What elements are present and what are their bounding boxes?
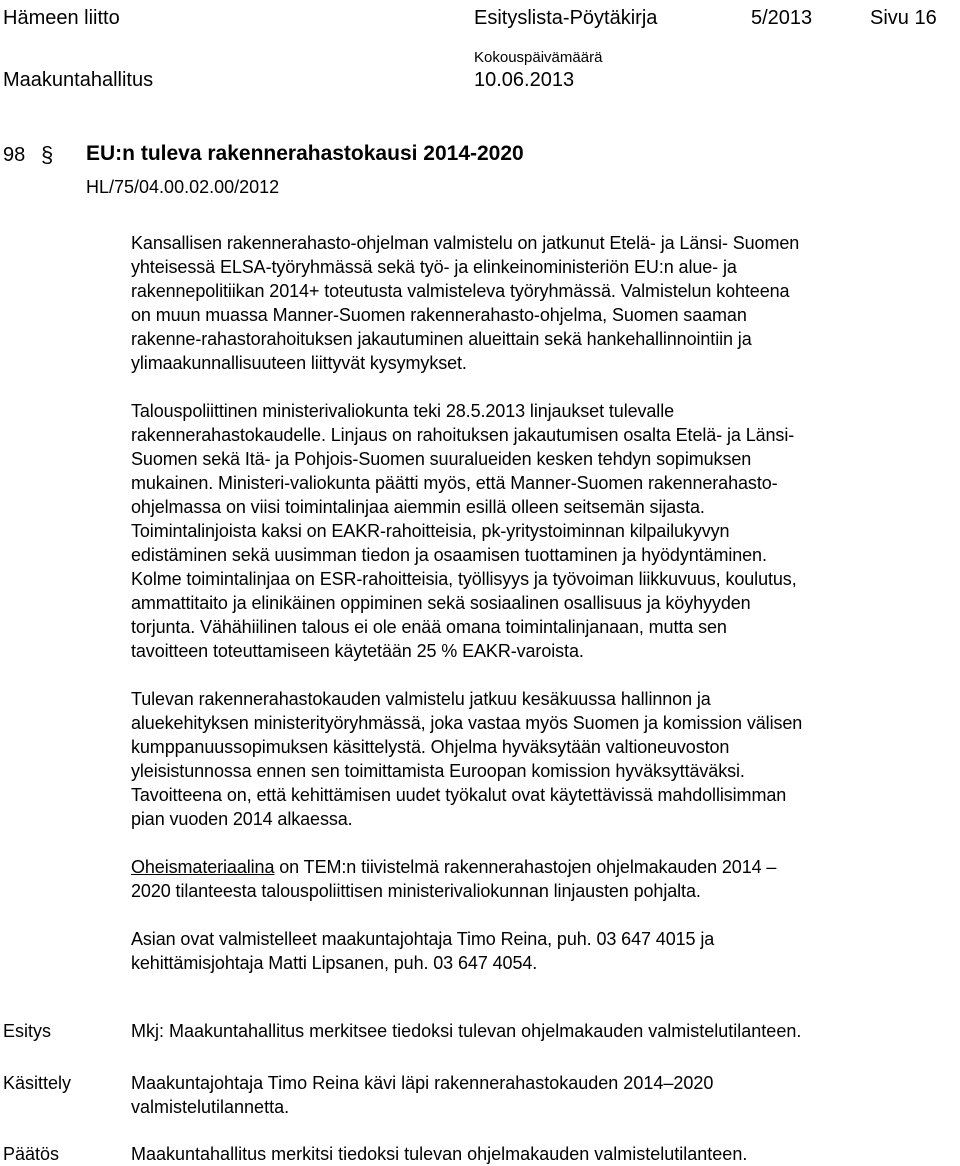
text-line: ammattitaito ja elinikäinen oppiminen sekä sosiaalinen osallisuus ja köyhyyden xyxy=(131,593,751,613)
text-line: yleisistunnossa ennen sen toimittamista Euroopan komission hyväksyttäväksi. xyxy=(131,761,745,781)
text-line: ohjelmassa on viisi toimintalinjaa aiemmin esillä olleen seitsemän sijasta. xyxy=(131,497,705,517)
header-date: 10.06.2013 xyxy=(474,69,575,91)
kasittely-label: Käsittely xyxy=(3,1073,72,1093)
esitys-text: Mkj: Maakuntahallitus merkitsee tiedoksi tulevan ohjelmakauden valmistelutilanteen. xyxy=(131,1021,802,1041)
paragraph-2 xyxy=(131,399,951,663)
text-line: on muun muassa Manner-Suomen rakennerahasto-ohjelma, Suomen saaman xyxy=(131,305,747,325)
item-title: EU:n tuleva rakennerahastokausi 2014-2020 xyxy=(86,142,524,165)
text-line: Asian ovat valmistelleet maakuntajohtaja Timo Reina, puh. 03 647 4015 ja xyxy=(131,929,715,949)
header-date-label: Kokouspäivämäärä xyxy=(474,49,603,66)
text-segment: on TEM:n tiivistelmä rakennerahastojen ohjelmakauden 2014 – xyxy=(274,857,777,877)
text-line: kehittämisjohtaja Matti Lipsanen, puh. 03 647 4054. xyxy=(131,953,538,973)
text-line: Kolme toimintalinjaa on ESR-rahoitteisia, työllisyys ja työvoiman liikkuvuus, koulutus, xyxy=(131,569,797,589)
text-line: mukainen. Ministeri-valiokunta päätti myös, että Manner-Suomen rakennerahasto- xyxy=(131,473,778,493)
item-reference: HL/75/04.00.02.00/2012 xyxy=(86,177,280,197)
text-line: rakennepolitiikan 2014+ toteutusta valmisteleva työryhmässä. Valmistelun kohteena xyxy=(131,281,790,301)
esitys-label: Esitys xyxy=(3,1021,52,1041)
text-line: rakennerahastokaudelle. Linjaus on rahoituksen jakautumisen osalta Etelä- ja Länsi- xyxy=(131,425,795,445)
header-org: Hämeen liitto xyxy=(3,7,120,29)
section-sign: § xyxy=(41,142,54,167)
text-line: torjunta. Vähähiilinen talous ei ole enää omana toimintalinjanaan, mutta sen xyxy=(131,617,727,637)
item-number: 98 xyxy=(3,144,26,166)
text-line: 2020 tilanteesta talouspoliittisen ministerivaliokunnan linjausten pohjalta. xyxy=(131,881,701,901)
text-line: pian vuoden 2014 alkaessa. xyxy=(131,809,353,829)
text-line: edistäminen sekä uusimman tiedon ja osaamisen tuottaminen ja hyödyntäminen. xyxy=(131,545,767,565)
header-doc-type: Esityslista-Pöytäkirja xyxy=(474,7,658,29)
kasittely-line: Maakuntajohtaja Timo Reina kävi läpi rakennerahastokauden 2014–2020 xyxy=(131,1073,714,1093)
text-line: Toimintalinjoista kaksi on EAKR-rahoitteisia, pk-yritystoiminnan kilpailukyvyn xyxy=(131,521,730,541)
header-page: Sivu 16 xyxy=(870,7,937,29)
paatos-label: Päätös xyxy=(3,1144,60,1164)
paragraph-3 xyxy=(131,687,951,831)
text-line xyxy=(131,855,951,879)
attachment-link[interactable]: Oheismateriaalina xyxy=(131,857,275,877)
paragraph-4 xyxy=(131,855,951,903)
text-line: Kansallisen rakennerahasto-ohjelman valmistelu on jatkunut Etelä- ja Länsi- Suomen xyxy=(131,233,800,253)
text-line: Tavoitteena on, että kehittämisen uudet työkalut ovat käytettävissä mahdollisimman xyxy=(131,785,787,805)
header-body: Maakuntahallitus xyxy=(3,69,154,91)
text-line: ylimaakunnallisuuteen liittyvät kysymykset. xyxy=(131,353,467,373)
text-line: aluekehityksen ministerityöryhmässä, joka vastaa myös Suomen ja komission välisen xyxy=(131,713,803,733)
paragraph-1 xyxy=(131,231,951,375)
text-line: Tulevan rakennerahastokauden valmistelu jatkuu kesäkuussa hallinnon ja xyxy=(131,689,711,709)
text-line: rakenne-rahastorahoituksen jakautuminen alueittain sekä hankehallinnointiin ja xyxy=(131,329,752,349)
header-number: 5/2013 xyxy=(751,7,813,29)
paragraph-5 xyxy=(131,927,951,975)
item-body xyxy=(131,231,951,975)
paatos-text: Maakuntahallitus merkitsi tiedoksi tulevan ohjelmakauden valmistelutilanteen. xyxy=(131,1144,748,1164)
text-line: yhteisessä ELSA-työryhmässä sekä työ- ja elinkeinoministeriön EU:n alue- ja xyxy=(131,257,737,277)
text-line: Talouspoliittinen ministerivaliokunta teki 28.5.2013 linjaukset tulevalle xyxy=(131,401,675,421)
kasittely-line: valmistelutilannetta. xyxy=(131,1097,290,1117)
text-line: kumppanuussopimuksen käsittelystä. Ohjelma hyväksytään valtioneuvoston xyxy=(131,737,730,757)
text-line: tavoitteen toteuttamiseen käytetään 25 % EAKR-varoista. xyxy=(131,641,584,661)
text-line: Suomen sekä Itä- ja Pohjois-Suomen suuralueiden kesken tehdyn sopimuksen xyxy=(131,449,752,469)
